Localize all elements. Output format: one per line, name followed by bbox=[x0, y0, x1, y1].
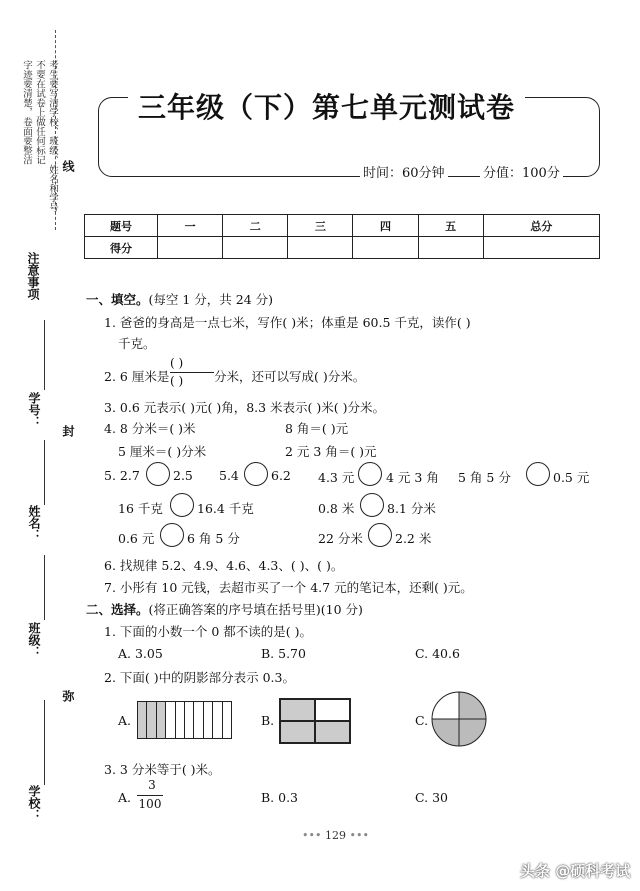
score-table-cell: 四 bbox=[353, 215, 418, 237]
class-field-line[interactable] bbox=[44, 555, 45, 620]
option-b[interactable]: B. 5.70 bbox=[261, 646, 306, 661]
compare-right: 2.2 米 bbox=[395, 531, 432, 546]
section-2-note: (将正确答案的序号填在括号里)(10 分) bbox=[148, 602, 363, 617]
option-b[interactable]: B. bbox=[261, 713, 275, 728]
compare-right: 6.2 bbox=[271, 468, 291, 483]
option-a[interactable]: A. 3.05 bbox=[118, 646, 163, 661]
question-2-3: 3. 3 分米等于( )米。 bbox=[104, 762, 221, 777]
question-2-1: 1. 下面的小数一个 0 都不读的是( )。 bbox=[104, 624, 313, 639]
compare-circle[interactable] bbox=[146, 462, 170, 486]
number-field-line[interactable] bbox=[44, 320, 45, 390]
compare-right: 16.4 千克 bbox=[197, 501, 254, 516]
score-entry-cell[interactable] bbox=[223, 237, 288, 259]
compare-circle[interactable] bbox=[358, 462, 382, 486]
compare-circle[interactable] bbox=[160, 523, 184, 547]
cut-mark-seal: 封 bbox=[61, 425, 75, 437]
option-a-fraction-bar bbox=[137, 795, 163, 796]
figure-c-circle bbox=[430, 690, 488, 748]
section-1-heading bbox=[86, 290, 273, 308]
question-1-2-prefix: 2. 6 厘米是 bbox=[104, 369, 170, 384]
cut-mark-close: 弥 bbox=[61, 690, 75, 702]
page-title: 三年级（下）第七单元测试卷 bbox=[128, 86, 525, 126]
number-label: 学号： bbox=[27, 392, 41, 428]
score-table bbox=[84, 214, 600, 259]
score-entry-cell[interactable] bbox=[158, 237, 223, 259]
option-a[interactable]: A. bbox=[118, 713, 132, 728]
page-number-value: 129 bbox=[324, 829, 346, 842]
question-1-4a: 4. 8 分米＝( )米 bbox=[104, 421, 196, 436]
score-table-cell: 总分 bbox=[483, 215, 599, 237]
compare-left: 16 千克 bbox=[118, 501, 163, 516]
score-table-cell: 得分 bbox=[85, 237, 158, 259]
score-table-cell: 二 bbox=[223, 215, 288, 237]
compare-left: 22 分米 bbox=[318, 531, 363, 546]
compare-right: 6 角 5 分 bbox=[187, 531, 240, 546]
score-entry-cell[interactable] bbox=[288, 237, 353, 259]
option-c[interactable]: C. 30 bbox=[415, 790, 448, 805]
figure-b-grid bbox=[279, 698, 351, 744]
school-field-line[interactable] bbox=[44, 700, 45, 785]
question-1-2-suffix: 分米，还可以写成( )分米。 bbox=[214, 369, 366, 384]
compare-left: 0.8 米 bbox=[318, 501, 355, 516]
page-number: ••• 129 ••• bbox=[302, 829, 369, 842]
watermark: 头条 @硕科考试 bbox=[520, 862, 631, 880]
score-entry-cell[interactable] bbox=[418, 237, 483, 259]
compare-right: 8.1 分米 bbox=[387, 501, 436, 516]
exam-time: 时间：60分钟 bbox=[360, 162, 448, 181]
compare-circle[interactable] bbox=[360, 493, 384, 517]
score-table-header-row bbox=[85, 215, 600, 237]
question-1-4d: 2 元 3 角＝( )元 bbox=[285, 444, 377, 459]
name-field-line[interactable] bbox=[44, 440, 45, 505]
figure-a-strips bbox=[137, 701, 232, 739]
section-1-note: (每空 1 分，共 24 分) bbox=[148, 292, 274, 307]
question-1-6: 6. 找规律 5.2、4.9、4.6、4.3、( )、( )。 bbox=[104, 558, 344, 573]
question-1-1: 1. 爸爸的身高是一点七米，写作( )米；体重是 60.5 千克，读作( ) bbox=[104, 315, 471, 330]
notice-line-2: 不要在试卷上做任何标记 bbox=[34, 60, 45, 165]
question-1-4c: 5 厘米＝( )分米 bbox=[118, 444, 207, 459]
option-c[interactable]: C. 40.6 bbox=[415, 646, 460, 661]
section-1-title: 一、填空。 bbox=[86, 292, 149, 307]
question-2-2: 2. 下面( )中的阴影部分表示 0.3。 bbox=[104, 670, 295, 685]
section-2-heading bbox=[86, 600, 363, 618]
option-a[interactable] bbox=[118, 790, 131, 805]
question-1-4b: 8 角＝( )元 bbox=[285, 421, 349, 436]
section-2-title: 二、选择。 bbox=[86, 602, 149, 617]
option-a-prefix: A. bbox=[118, 790, 132, 805]
score-entry-cell[interactable] bbox=[483, 237, 599, 259]
score-entry-cell[interactable] bbox=[353, 237, 418, 259]
exam-score: 分值：100分 bbox=[480, 162, 563, 181]
score-table-cell: 题号 bbox=[85, 215, 158, 237]
compare-right: 0.5 元 bbox=[553, 470, 590, 485]
question-1-7: 7. 小彤有 10 元钱，去超市买了一个 4.7 元的笔记本，还剩( )元。 bbox=[104, 580, 473, 595]
option-c[interactable]: C. bbox=[415, 713, 429, 728]
notice-heading: 注意事项 bbox=[26, 252, 40, 300]
question-1-1-cont: 千克。 bbox=[118, 336, 156, 351]
compare-left: 5 角 5 分 bbox=[458, 470, 511, 485]
compare-right: 2.5 bbox=[173, 468, 193, 483]
option-b[interactable]: B. 0.3 bbox=[261, 790, 299, 805]
notice-text bbox=[20, 60, 59, 260]
score-table-cell: 一 bbox=[158, 215, 223, 237]
school-label: 学校： bbox=[27, 785, 41, 821]
option-a-denominator: 100 bbox=[138, 797, 162, 811]
compare-circle[interactable] bbox=[526, 462, 550, 486]
score-table-cell: 三 bbox=[288, 215, 353, 237]
name-label: 姓名： bbox=[27, 505, 41, 541]
cut-mark-line: 线 bbox=[61, 160, 75, 172]
compare-left: 4.3 元 bbox=[318, 470, 355, 485]
compare-right: 4 元 3 角 bbox=[386, 470, 439, 485]
compare-circle[interactable] bbox=[170, 493, 194, 517]
class-label: 班级： bbox=[27, 622, 41, 658]
fraction-bar bbox=[170, 372, 214, 373]
compare-circle[interactable] bbox=[244, 462, 268, 486]
notice-line-3: 字迹要清楚，卷面要整洁 bbox=[21, 60, 32, 165]
fraction-numerator: ( ) bbox=[170, 356, 184, 370]
compare-left: 5.4 bbox=[219, 468, 239, 483]
notice-line-1: 考生要写清学校、班级、姓名和学号 bbox=[47, 60, 58, 212]
question-1-3: 3. 0.6 元表示( )元( )角，8.3 米表示( )米( )分米。 bbox=[104, 400, 386, 415]
fraction-denominator: ( ) bbox=[170, 374, 184, 388]
compare-left: 5. 2.7 bbox=[104, 468, 140, 483]
score-table-score-row bbox=[85, 237, 600, 259]
option-a-numerator: 3 bbox=[148, 778, 156, 792]
score-table-cell: 五 bbox=[418, 215, 483, 237]
compare-circle[interactable] bbox=[368, 523, 392, 547]
compare-left: 0.6 元 bbox=[118, 531, 155, 546]
